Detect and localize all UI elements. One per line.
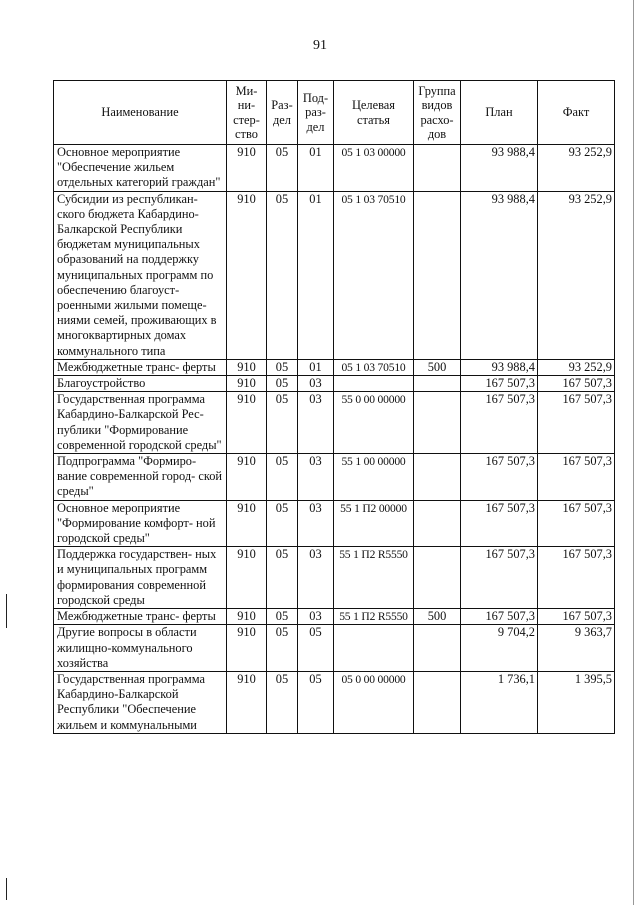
table-row xyxy=(54,500,615,547)
cell-fact: 167 507,3 xyxy=(538,609,615,625)
cell-group xyxy=(414,671,461,733)
cell-name: Подпрограмма "Формиро- вание современной город- ской среды" xyxy=(54,454,227,501)
cell-subsection: 05 xyxy=(298,671,334,733)
cell-section: 05 xyxy=(267,376,298,392)
cell-ministry: 910 xyxy=(227,392,267,454)
cell-plan: 1 736,1 xyxy=(461,671,538,733)
table-header-row xyxy=(54,81,615,145)
cell-target: 55 1 П2 R5550 xyxy=(334,609,414,625)
cell-name: Межбюджетные транс- ферты xyxy=(54,609,227,625)
scan-edge-mark xyxy=(633,0,634,905)
page-number: 91 xyxy=(313,38,327,53)
cell-group xyxy=(414,454,461,501)
cell-section: 05 xyxy=(267,454,298,501)
cell-plan: 93 988,4 xyxy=(461,359,538,375)
table-row xyxy=(54,625,615,672)
cell-subsection: 03 xyxy=(298,392,334,454)
cell-target: 55 0 00 00000 xyxy=(334,392,414,454)
cell-target: 55 1 00 00000 xyxy=(334,454,414,501)
cell-ministry: 910 xyxy=(227,454,267,501)
cell-fact: 167 507,3 xyxy=(538,500,615,547)
cell-subsection: 03 xyxy=(298,454,334,501)
cell-name: Межбюджетные транс- ферты xyxy=(54,359,227,375)
cell-plan: 93 988,4 xyxy=(461,145,538,192)
cell-group xyxy=(414,392,461,454)
table-row xyxy=(54,392,615,454)
cell-name: Основное мероприятие "Формирование комфорт- ной городской среды" xyxy=(54,500,227,547)
cell-name: Благоустройство xyxy=(54,376,227,392)
scan-edge-mark xyxy=(6,878,7,900)
cell-subsection: 01 xyxy=(298,359,334,375)
cell-subsection: 03 xyxy=(298,547,334,609)
cell-name: Другие вопросы в области жилищно-коммунального хозяйства xyxy=(54,625,227,672)
cell-ministry: 910 xyxy=(227,191,267,359)
cell-plan: 167 507,3 xyxy=(461,547,538,609)
cell-section: 05 xyxy=(267,392,298,454)
header-target: Целевая статья xyxy=(334,81,414,145)
cell-group: 500 xyxy=(414,359,461,375)
cell-target: 05 1 03 00000 xyxy=(334,145,414,192)
budget-table xyxy=(53,80,615,734)
table-row xyxy=(54,376,615,392)
cell-target: 55 1 П2 00000 xyxy=(334,500,414,547)
header-plan: План xyxy=(461,81,538,145)
cell-fact: 167 507,3 xyxy=(538,392,615,454)
cell-target xyxy=(334,625,414,672)
cell-plan: 9 704,2 xyxy=(461,625,538,672)
cell-section: 05 xyxy=(267,609,298,625)
cell-ministry: 910 xyxy=(227,547,267,609)
cell-fact: 1 395,5 xyxy=(538,671,615,733)
cell-fact: 167 507,3 xyxy=(538,547,615,609)
cell-name: Субсидии из республикан- ского бюджета Кабардино- Балкарской Республики бюджетам муниципальных образований на поддержку муниципальных программ по обеспечению благоуст- роенными жилыми помеще- ниями семей, проживающих в многоквартирных домах коммунального типа xyxy=(54,191,227,359)
header-ministry: Ми- ни- стер- ство xyxy=(227,81,267,145)
cell-section: 05 xyxy=(267,359,298,375)
cell-subsection: 03 xyxy=(298,500,334,547)
cell-subsection: 05 xyxy=(298,625,334,672)
header-expense-group: Группа видов расхо- дов xyxy=(414,81,461,145)
cell-target: 05 1 03 70510 xyxy=(334,359,414,375)
cell-group: 500 xyxy=(414,609,461,625)
cell-group xyxy=(414,547,461,609)
cell-ministry: 910 xyxy=(227,359,267,375)
cell-ministry: 910 xyxy=(227,609,267,625)
cell-subsection: 03 xyxy=(298,609,334,625)
table-row xyxy=(54,359,615,375)
cell-name: Государственная программа Кабардино-Балкарской Республики "Обеспечение жильем и коммунальными xyxy=(54,671,227,733)
cell-ministry: 910 xyxy=(227,145,267,192)
table-row xyxy=(54,145,615,192)
cell-fact: 167 507,3 xyxy=(538,376,615,392)
cell-section: 05 xyxy=(267,191,298,359)
cell-plan: 93 988,4 xyxy=(461,191,538,359)
cell-ministry: 910 xyxy=(227,376,267,392)
cell-group xyxy=(414,625,461,672)
cell-fact: 9 363,7 xyxy=(538,625,615,672)
cell-ministry: 910 xyxy=(227,671,267,733)
cell-plan: 167 507,3 xyxy=(461,454,538,501)
cell-group xyxy=(414,500,461,547)
cell-plan: 167 507,3 xyxy=(461,609,538,625)
cell-section: 05 xyxy=(267,671,298,733)
cell-group xyxy=(414,376,461,392)
table-row xyxy=(54,547,615,609)
cell-target: 55 1 П2 R5550 xyxy=(334,547,414,609)
cell-ministry: 910 xyxy=(227,500,267,547)
cell-section: 05 xyxy=(267,145,298,192)
header-subsection: Под- раз- дел xyxy=(298,81,334,145)
cell-section: 05 xyxy=(267,500,298,547)
cell-name: Поддержка государствен- ных и муниципальных программ формирования современной городской среды xyxy=(54,547,227,609)
header-name: Наименование xyxy=(54,81,227,145)
table-row xyxy=(54,191,615,359)
cell-plan: 167 507,3 xyxy=(461,392,538,454)
header-fact: Факт xyxy=(538,81,615,145)
cell-section: 05 xyxy=(267,625,298,672)
cell-fact: 167 507,3 xyxy=(538,454,615,501)
cell-ministry: 910 xyxy=(227,625,267,672)
scan-edge-mark xyxy=(6,594,7,628)
cell-target: 05 1 03 70510 xyxy=(334,191,414,359)
cell-plan: 167 507,3 xyxy=(461,376,538,392)
cell-fact: 93 252,9 xyxy=(538,191,615,359)
header-section: Раз- дел xyxy=(267,81,298,145)
cell-section: 05 xyxy=(267,547,298,609)
table-row xyxy=(54,609,615,625)
cell-subsection: 01 xyxy=(298,191,334,359)
cell-name: Государственная программа Кабардино-Балкарской Рес- публики "Формирование современной городской среды" xyxy=(54,392,227,454)
table-row xyxy=(54,454,615,501)
cell-subsection: 01 xyxy=(298,145,334,192)
cell-name: Основное мероприятие "Обеспечение жильем отдельных категорий граждан" xyxy=(54,145,227,192)
cell-group xyxy=(414,145,461,192)
cell-group xyxy=(414,191,461,359)
cell-subsection: 03 xyxy=(298,376,334,392)
cell-plan: 167 507,3 xyxy=(461,500,538,547)
cell-target xyxy=(334,376,414,392)
cell-fact: 93 252,9 xyxy=(538,359,615,375)
cell-target: 05 0 00 00000 xyxy=(334,671,414,733)
cell-fact: 93 252,9 xyxy=(538,145,615,192)
table-row xyxy=(54,671,615,733)
